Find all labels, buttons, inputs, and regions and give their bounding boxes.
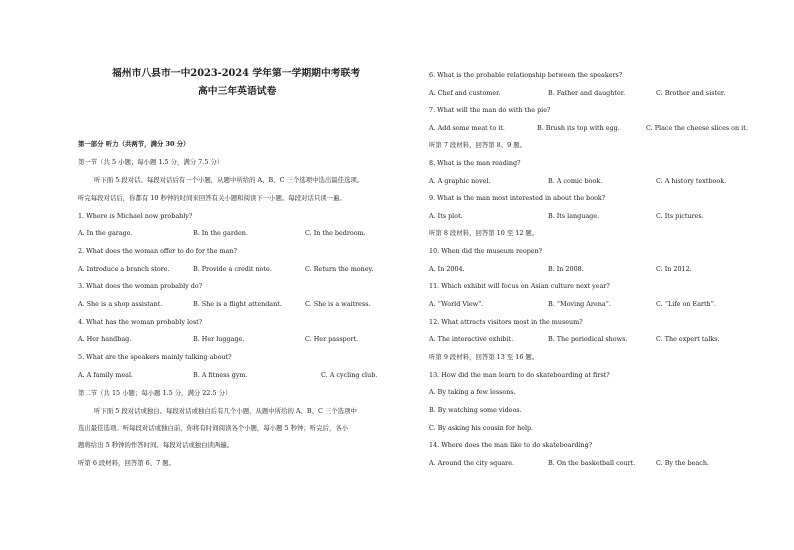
option-11b: B. “Moving Arena”. <box>548 300 611 308</box>
option-14c: C. By the beach. <box>656 459 709 467</box>
question-6: 6. What is the probable relationship between the speakers? <box>429 71 623 79</box>
question-1: 1. Where is Michael now probably? <box>78 212 193 220</box>
question-7: 7. What will the man do with the pie? <box>429 106 551 114</box>
option-4c: C. Her passport. <box>305 335 359 343</box>
section1-instructions: 听下面 5 段对话。每段对话后有一个小题，从题中所给的 A、B、C 三个选项中选出最佳选项。 <box>94 176 364 184</box>
question-13: 13. How did the man learn to do skateboarding at first? <box>429 371 610 379</box>
option-12b: B. The periodical shows. <box>548 335 628 343</box>
question-8: 8. What is the man reading? <box>429 159 521 167</box>
question-10: 10. When did the museum reopen? <box>429 247 543 255</box>
part1-heading: 第一部分 听力（共两节，满分 30 分） <box>78 140 190 148</box>
option-7c: C. Place the cheese slices on it. <box>646 124 748 132</box>
option-5a: A. A family meal. <box>78 371 134 379</box>
section2-heading: 第二节（共 15 小题；每小题 1.5 分，满分 22.5 分） <box>78 389 232 397</box>
section1-instructions: 听完每段对话后，你都有 10 秒钟的时间来回答有关小题和阅读下一小题。每段对话只读一遍。 <box>78 194 346 202</box>
question-3: 3. What does the woman probably do? <box>78 282 203 290</box>
option-6b: B. Father and daughter. <box>548 89 626 97</box>
option-1c: C. In the bedroom. <box>305 229 366 237</box>
option-13a: A. By taking a few lessons. <box>429 388 516 396</box>
option-10c: C. In 2012. <box>656 265 692 273</box>
option-6a: A. Chef and customer. <box>429 89 501 97</box>
option-7a: A. Add some meat to it. <box>429 124 505 132</box>
option-13c: C. By asking his cousin for help. <box>429 424 534 432</box>
option-14b: B. On the basketball court. <box>548 459 636 467</box>
material-9-note: 听第 9 段材料，回答第 13 至 16 题。 <box>429 353 539 361</box>
option-5b: B. A fitness gym. <box>193 371 248 379</box>
option-9b: B. Its language. <box>548 212 600 220</box>
option-8b: B. A comic book. <box>548 177 603 185</box>
option-2a: A. Introduce a branch store. <box>78 265 170 273</box>
question-4: 4. What has the woman probably lost? <box>78 318 203 326</box>
option-3b: B. She is a flight attendant. <box>193 300 282 308</box>
option-2c: C. Return the money. <box>305 265 374 273</box>
option-9a: A. Its plot. <box>429 212 463 220</box>
option-11c: C. “Life on Earth”. <box>656 300 716 308</box>
material-8-note: 听第 8 段材料，回答第 10 至 12 题。 <box>429 229 539 237</box>
option-7b: B. Brush its top with egg. <box>537 124 620 132</box>
option-10b: B. In 2008. <box>548 265 584 273</box>
section2-instructions: 听下面 5 段对话或独白。每段对话或独白后有几个小题，从题中所给的 A、B、C 三个选项中 <box>94 407 357 415</box>
question-5: 5. What are the speakers mainly talking about? <box>78 353 232 361</box>
material-7-note: 听第 7 段材料，回答第 8、9 题。 <box>429 141 527 149</box>
option-11a: A. “World View”. <box>429 300 484 308</box>
option-4b: B. Her luggage. <box>193 335 245 343</box>
exam-subtitle: 高中三年英语试卷 <box>198 86 277 97</box>
question-12: 12. What attracts visitors most in the museum? <box>429 318 583 326</box>
option-13b: B. By watching some videos. <box>429 406 522 414</box>
section1-heading: 第一节（共 5 小题；每小题 1.5 分，满分 7.5 分） <box>78 158 224 166</box>
option-6c: C. Brother and sister. <box>656 89 726 97</box>
section2-instructions: 选出最佳选项。听每段对话或独白前，你将有时间阅读各个小题，每小题 5 秒钟；听完后，各小 <box>78 424 349 432</box>
question-2: 2. What does the woman offer to do for the man? <box>78 247 237 255</box>
option-12c: C. The expert talks. <box>656 335 720 343</box>
question-11: 11. Which exhibit will focus on Asian culture next year? <box>429 282 610 290</box>
option-2b: B. Provide a credit note. <box>193 265 272 273</box>
option-14a: A. Around the city square. <box>429 459 515 467</box>
option-1b: B. In the garden. <box>193 229 248 237</box>
question-9: 9. What is the man most interested in about the book? <box>429 194 606 202</box>
option-12a: A. The interactive exhibit. <box>429 335 514 343</box>
question-14: 14. Where does the man like to do skateboarding? <box>429 441 593 449</box>
option-3a: A. She is a shop assistant. <box>78 300 163 308</box>
option-10a: A. In 2004. <box>429 265 465 273</box>
option-8a: A. A graphic novel. <box>429 177 491 185</box>
option-5c: C. A cycling club. <box>321 371 378 379</box>
option-4a: A. Her handbag. <box>78 335 132 343</box>
option-8c: C. A history textbook. <box>656 177 727 185</box>
section2-instructions: 题将给出 5 秒钟的作答时间。每段对话或独白读两遍。 <box>78 441 234 449</box>
option-9c: C. Its pictures. <box>656 212 704 220</box>
option-3c: C. She is a waitress. <box>305 300 371 308</box>
exam-title: 福州市八县市一中2023-2024 学年第一学期期中考联考 <box>112 68 361 79</box>
option-1a: A. In the garage. <box>78 229 133 237</box>
material-6-note: 听第 6 段材料，回答第 6、7 题。 <box>78 459 176 467</box>
